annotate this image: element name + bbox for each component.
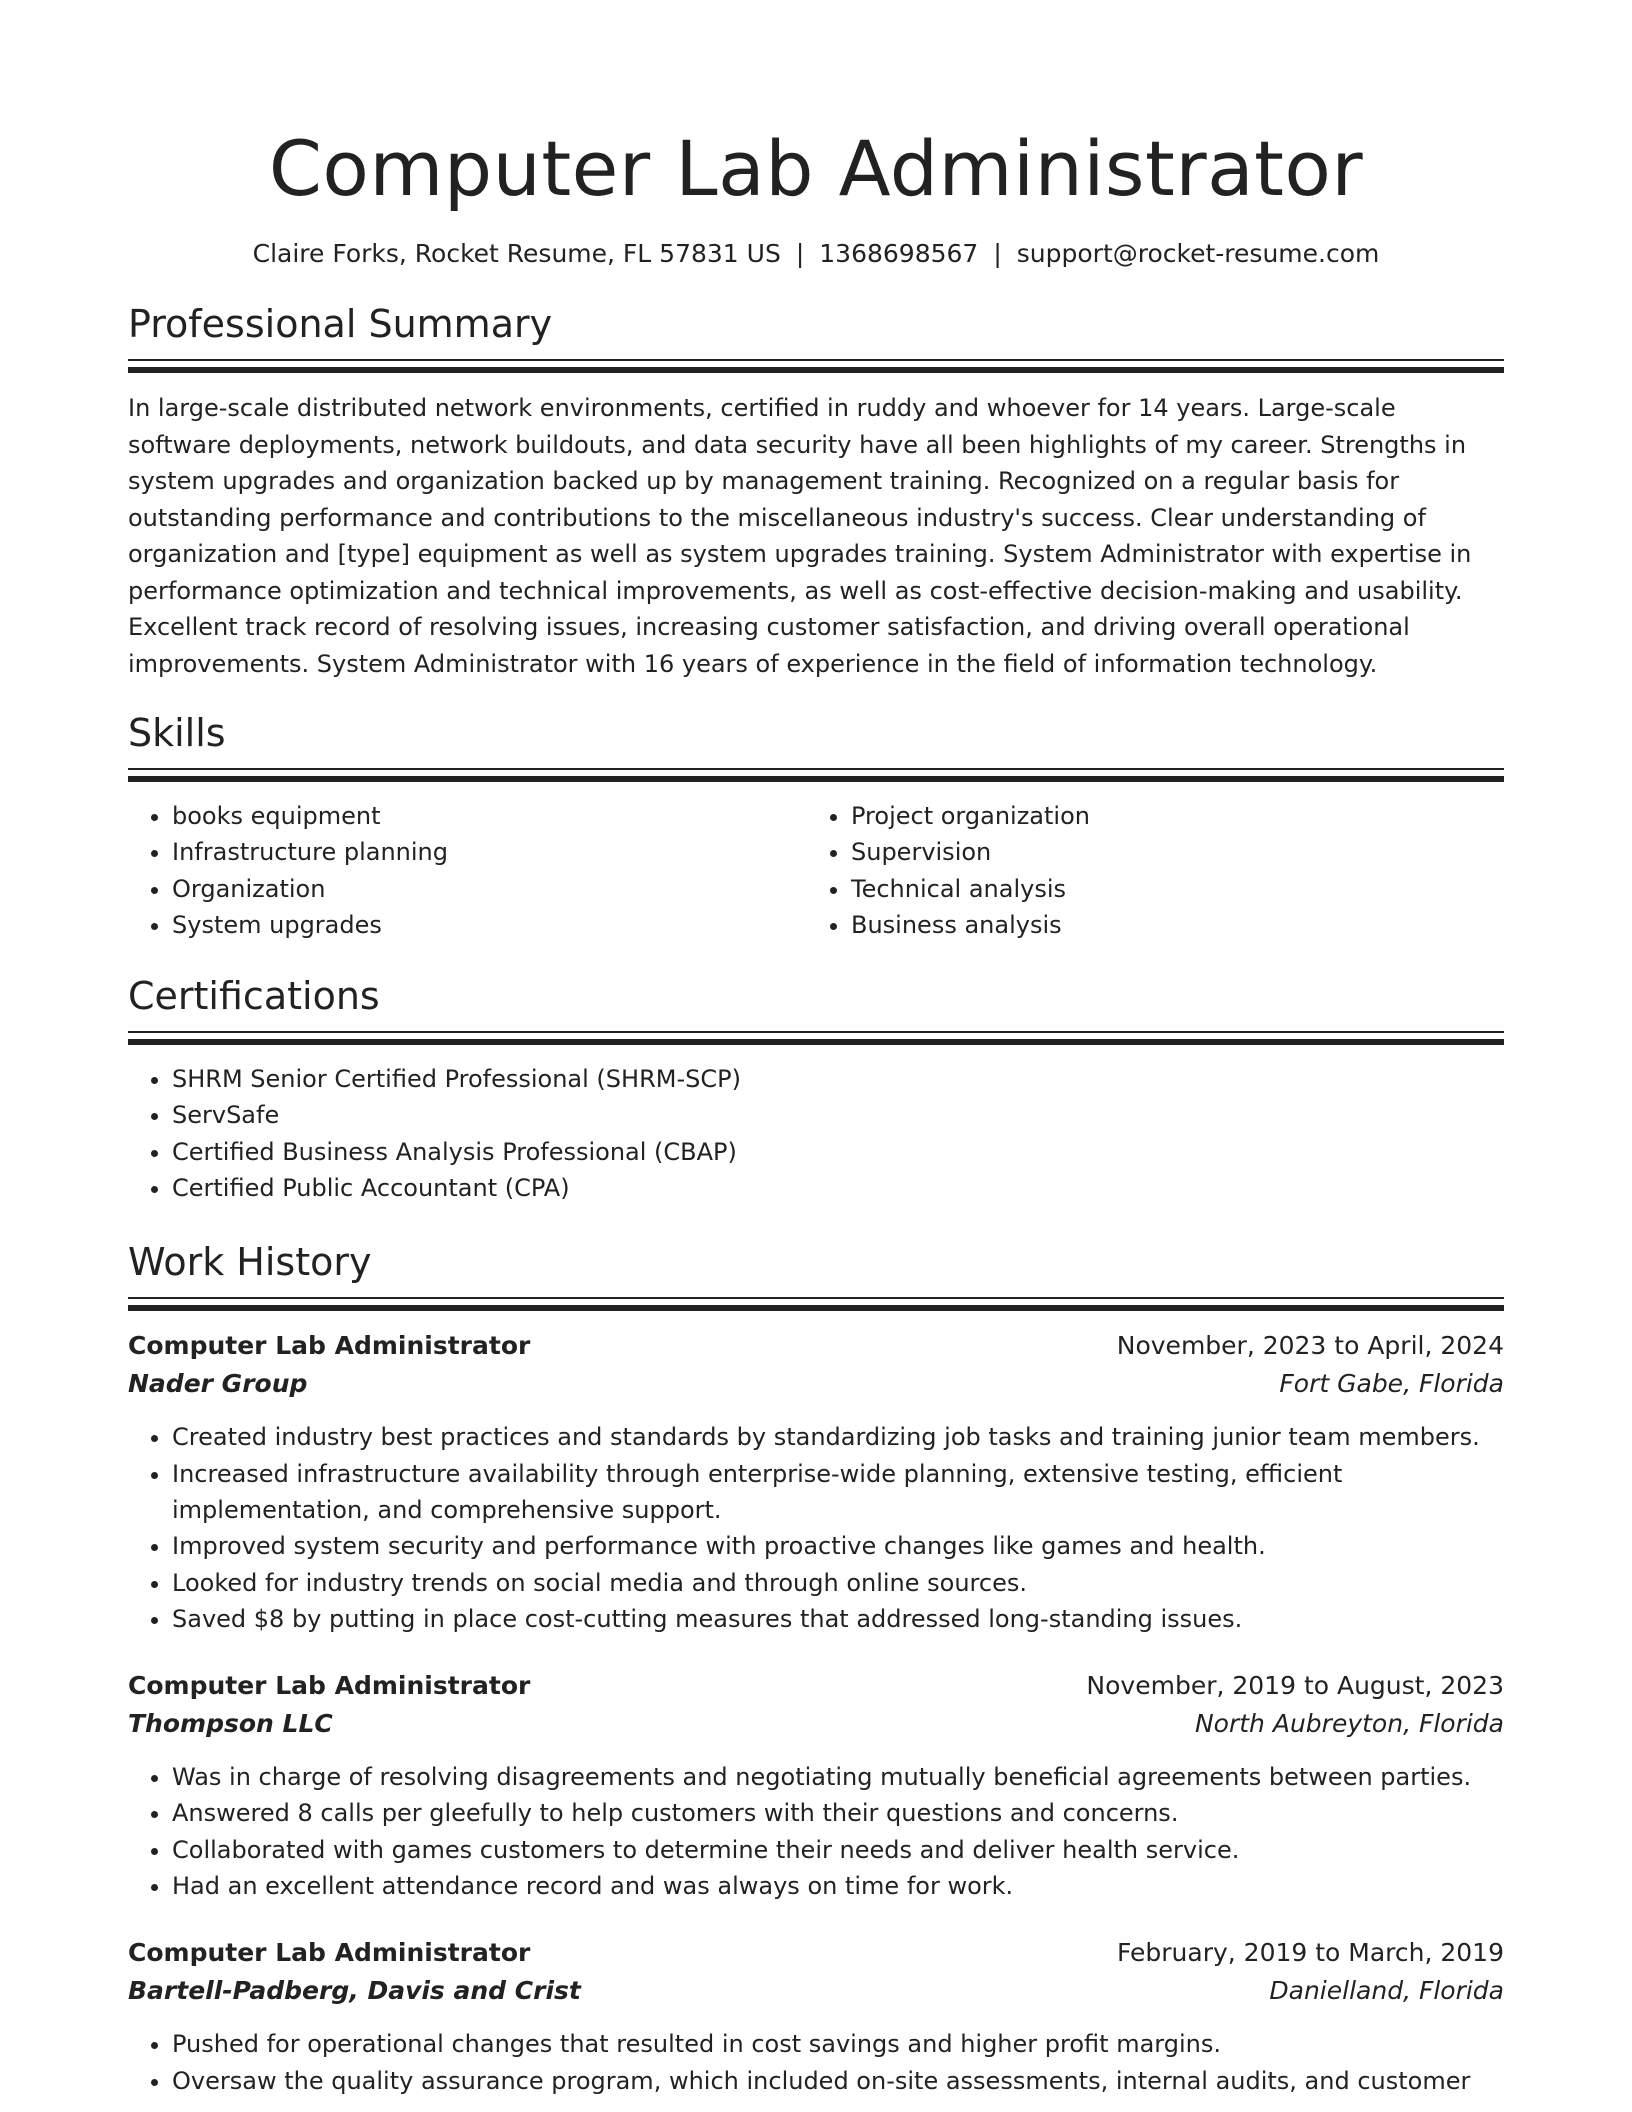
resume-name: Computer Lab Administrator [268,124,1364,213]
job-entry [128,1327,1504,1637]
section-divider [128,359,1504,373]
job-bullet: • Created industry best practices and standards by standardizing job tasks and training junior team members. [172,1419,1504,1455]
job-location: Fort Gabe, Florida [1279,1369,1504,1399]
job-bullet: • Answered 8 calls per gleefully to help customers with their questions and concerns. [172,1795,1504,1831]
job-company: Bartell-Padberg, Davis and Crist [128,1976,581,2006]
skill-item: • Organization [172,871,807,907]
section-title-certifications: Certifications [128,974,380,1019]
certification-item: • Certified Business Analysis Professional (CBAP) [172,1134,1504,1170]
contact-line [128,237,1504,271]
certification-item: • ServSafe [172,1097,1504,1133]
skill-item: • Infrastructure planning [172,834,807,870]
job-bullet: • Was in charge of resolving disagreements and negotiating mutually beneficial agreements between parties. [172,1759,1504,1795]
job-bullets [128,1419,1504,1637]
job-subheader [128,1365,1504,1403]
job-location: North Aubreyton, Florida [1194,1709,1504,1739]
job-bullet: • Oversaw the quality assurance program, which included on-site assessments, internal audits, and customer [172,2063,1504,2099]
resume-page [128,0,1504,2099]
skill-item: • books equipment [172,798,807,834]
job-bullet: • Looked for industry trends on social media and through online sources. [172,1565,1504,1601]
job-title: Computer Lab Administrator [128,1671,531,1701]
job-subheader [128,1972,1504,2010]
job-bullet: • Collaborated with games customers to determine their needs and deliver health service. [172,1832,1504,1868]
job-bullet: • Pushed for operational changes that resulted in cost savings and higher profit margins. [172,2026,1504,2062]
section-title-work-history: Work History [128,1240,372,1285]
section-divider [128,768,1504,782]
section-divider [128,1297,1504,1311]
work-history-section [128,1239,1504,2099]
contact-separator: | [993,239,1002,268]
job-bullet: • Saved $8 by putting in place cost-cutting measures that addressed long-standing issues. [172,1601,1504,1637]
skill-item: • System upgrades [172,907,807,943]
job-dates: February, 2019 to March, 2019 [1116,1938,1504,1968]
job-company: Thompson LLC [128,1709,333,1739]
job-location: Danielland, Florida [1269,1976,1504,2006]
skill-item: • Supervision [851,834,1486,870]
section-divider [128,1031,1504,1045]
contact-phone: 1368698567 [819,239,979,268]
job-bullets [128,2026,1504,2099]
summary-text: In large-scale distributed network environments, certified in ruddy and whoever for 14 years. Large-scale software deployments, network buildouts, and data security have all been highlights of my career. Strengths in system upgrades and organization backed up by management training. Recognized on a regular basis for outstanding performance and contributions to the miscellaneous industry's success. Clear understanding of organization and [type] equipment as well as system upgrades training. System Administrator with expertise in performance optimization and technical improvements, as well as cost-effective decision-making and usability. Excellent track record of resolving issues, increasing customer satisfaction, and driving overall operational improvements. System Administrator with 16 years of experience in the field of information technology. [128,394,1472,678]
job-bullet: • Had an excellent attendance record and was always on time for work. [172,1868,1504,1904]
job-dates: November, 2023 to April, 2024 [1116,1331,1504,1361]
section-title-summary: Professional Summary [128,302,553,346]
certification-item: • SHRM Senior Certified Professional (SHRM-SCP) [172,1061,1504,1097]
job-title: Computer Lab Administrator [128,1331,531,1361]
job-company: Nader Group [128,1369,308,1399]
skills-list-right [807,798,1486,943]
skill-item: • Business analysis [851,907,1486,943]
skills-list-left [128,798,807,943]
job-title: Computer Lab Administrator [128,1938,531,1968]
contact-email: support@rocket-resume.com [1016,239,1380,268]
certification-item: • Certified Public Accountant (CPA) [172,1170,1504,1206]
job-entry [128,1934,1504,2099]
summary-section [128,301,1504,682]
skill-item: • Project organization [851,798,1486,834]
section-title-skills: Skills [128,711,226,755]
job-bullets [128,1759,1504,1904]
job-entry [128,1667,1504,1904]
job-bullet: • Improved system security and performance with proactive changes like games and health. [172,1528,1504,1564]
job-header [128,1667,1504,1705]
skills-columns [128,798,1504,943]
job-dates: November, 2019 to August, 2023 [1086,1671,1504,1701]
skills-section [128,710,1504,943]
job-bullet: • Increased infrastructure availability through enterprise-wide planning, extensive testing, efficient implementation, and comprehensive support. [172,1456,1504,1529]
job-header [128,1327,1504,1365]
certifications-section [128,973,1504,1206]
certifications-list [128,1061,1504,1206]
skill-item: • Technical analysis [851,871,1486,907]
contact-separator: | [795,239,805,268]
job-subheader [128,1705,1504,1743]
contact-address: Claire Forks, Rocket Resume, FL 57831 US [252,239,781,268]
job-header [128,1934,1504,1972]
